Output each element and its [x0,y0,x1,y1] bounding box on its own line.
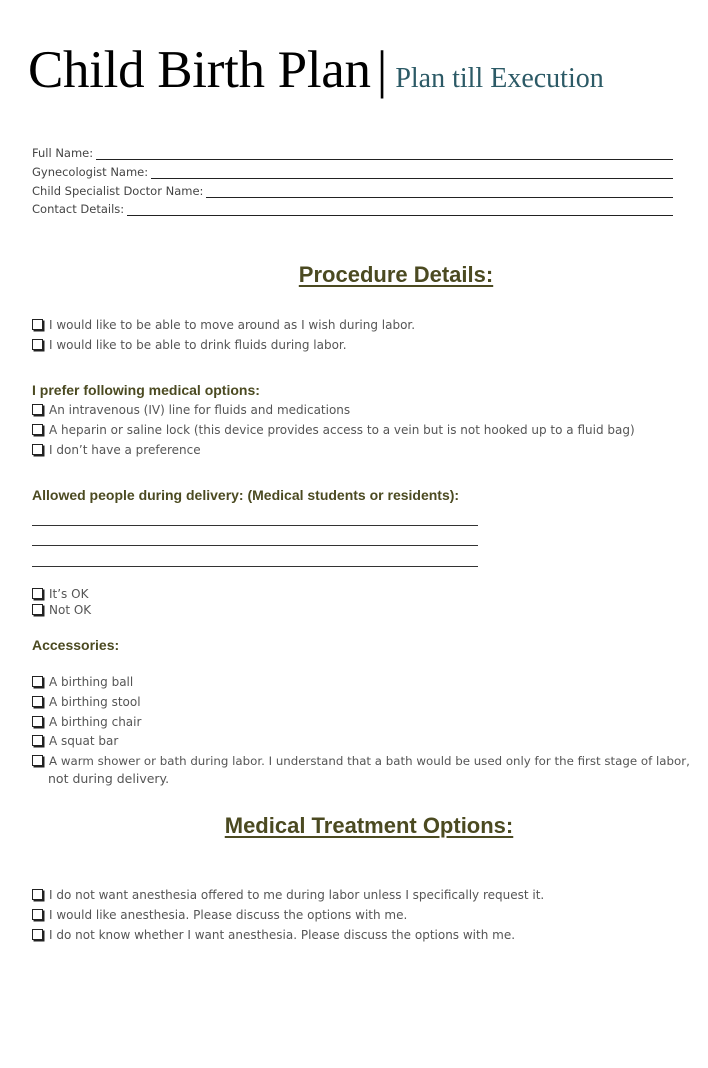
document-title [28,41,604,99]
checkbox-label: I do not want anesthesia offered to me during labor unless I specifically request it. [49,888,545,902]
checkbox-icon[interactable] [32,889,43,900]
checkbox-icon[interactable] [32,929,43,940]
treatment-heading: Medical Treatment Options: [224,813,514,838]
checkbox-icon[interactable] [32,339,43,350]
checkbox-item[interactable] [32,338,347,352]
checkbox-label: I do not know whether I want anesthesia. Please discuss the options with me. [49,928,516,942]
checkbox-icon[interactable] [32,604,43,615]
gynecologist-name-field[interactable] [32,163,673,179]
checkbox-icon[interactable] [32,755,43,766]
allowed-people-heading: Allowed people during delivery: (Medical students or residents): [32,487,460,503]
medical-options-heading: I prefer following medical options: [32,382,260,398]
checkbox-label: A heparin or saline lock (this device provides access to a vein but is not hooked up to a fluid bag) [49,423,635,437]
checkbox-item[interactable] [32,587,88,601]
full-name-field[interactable] [32,144,673,160]
full-name-label: Full Name: [32,146,94,160]
checkbox-icon[interactable] [32,735,43,746]
checkbox-item[interactable] [32,318,415,332]
blank-line[interactable] [32,525,478,526]
checkbox-label: An intravenous (IV) line for fluids and medications [49,403,351,417]
contact-details-field[interactable] [32,200,673,216]
checkbox-icon[interactable] [32,588,43,599]
checkbox-item[interactable] [32,603,91,617]
checkbox-item[interactable] [32,734,118,748]
checkbox-item[interactable] [32,403,350,417]
checkbox-item[interactable] [32,715,141,729]
accessories-heading: Accessories: [32,637,120,653]
checkbox-item[interactable] [32,443,201,457]
checkbox-label: A warm shower or bath during labor. I understand that a bath would be used only for the first stage of labor, [49,754,690,768]
checkbox-item[interactable] [32,908,407,922]
gynecologist-name-line[interactable] [151,166,673,179]
checkbox-label: A birthing ball [49,675,134,689]
procedure-heading: Procedure Details: [298,262,494,287]
contact-details-label: Contact Details: [32,202,125,216]
checkbox-icon[interactable] [32,404,43,415]
checkbox-icon[interactable] [32,319,43,330]
checkbox-label: It’s OK [49,587,89,601]
checkbox-label: A birthing stool [49,695,141,709]
checkbox-label: I don’t have a preference [49,443,201,457]
checkbox-item[interactable] [32,928,515,942]
full-name-line[interactable] [96,147,673,160]
checkbox-item[interactable] [32,695,141,709]
checkbox-label: A birthing chair [49,715,142,729]
checkbox-icon[interactable] [32,696,43,707]
checkbox-item[interactable] [32,423,635,437]
checkbox-label: A squat bar [49,734,119,748]
blank-line[interactable] [32,545,478,546]
title-separator: | [376,41,388,99]
title-subtitle: Plan till Execution [395,63,604,94]
contact-details-line[interactable] [127,203,673,216]
checkbox-item[interactable] [32,675,133,689]
checkbox-label: I would like to be able to move around as I wish during labor. [49,318,416,332]
checkbox-label: Not OK [49,603,92,617]
gynecologist-name-label: Gynecologist Name: [32,165,149,179]
checkbox-label: I would like anesthesia. Please discuss the options with me. [49,908,408,922]
specialist-name-field[interactable] [32,182,673,198]
checkbox-item[interactable] [32,888,544,902]
checkbox-icon[interactable] [32,676,43,687]
checkbox-label: I would like to be able to drink fluids during labor. [49,338,347,352]
checkbox-icon[interactable] [32,444,43,455]
accessory-continuation: not during delivery. [48,771,170,786]
blank-line[interactable] [32,566,478,567]
specialist-name-label: Child Specialist Doctor Name: [32,184,204,198]
checkbox-icon[interactable] [32,424,43,435]
checkbox-icon[interactable] [32,909,43,920]
checkbox-icon[interactable] [32,716,43,727]
title-main: Child Birth Plan [28,41,371,99]
checkbox-item[interactable] [32,754,690,768]
specialist-name-line[interactable] [206,185,673,198]
